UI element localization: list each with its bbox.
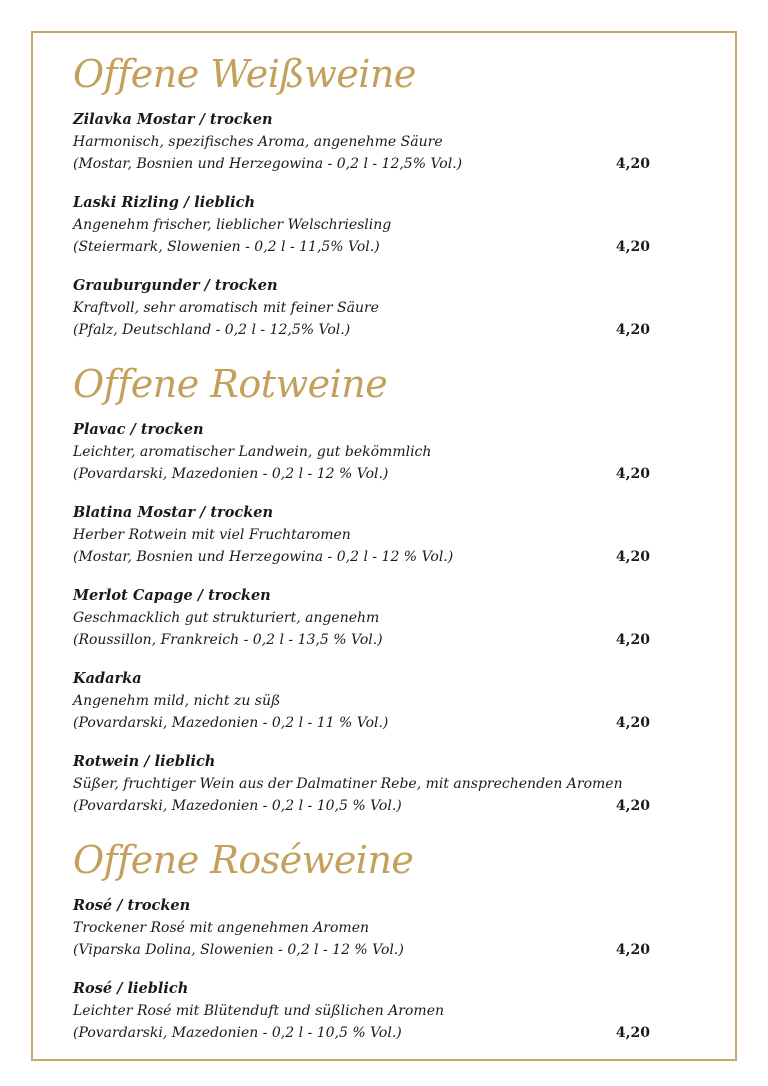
wine-description: Angenehm mild, nicht zu süß bbox=[73, 693, 281, 709]
wine-origin: (Pfalz, Deutschland - 0,2 l - 12,5% Vol.) bbox=[73, 322, 351, 338]
wine-price: 4,20 bbox=[615, 549, 650, 565]
wine-description: Trockener Rosé mit angenehmen Aromen bbox=[73, 920, 369, 936]
wine-item bbox=[73, 751, 653, 817]
wine-name: Merlot Capage / trocken bbox=[73, 587, 271, 604]
wine-price: 4,20 bbox=[615, 632, 650, 648]
wine-origin: (Viparska Dolina, Slowenien - 0,2 l - 12 % Vol.) bbox=[73, 942, 404, 958]
wine-name: Grauburgunder / trocken bbox=[73, 277, 278, 294]
section-red-wines bbox=[73, 358, 653, 817]
wine-item bbox=[73, 895, 653, 961]
wine-origin: (Povardarski, Mazedonien - 0,2 l - 10,5 % Vol.) bbox=[73, 1025, 402, 1041]
wine-origin: (Roussillon, Frankreich - 0,2 l - 13,5 % Vol.) bbox=[73, 632, 383, 648]
wine-origin: (Steiermark, Slowenien - 0,2 l - 11,5% Vol.) bbox=[73, 239, 380, 255]
wine-price: 4,20 bbox=[615, 239, 650, 255]
wine-menu bbox=[73, 48, 653, 1061]
wine-name: Laski Rizling / lieblich bbox=[73, 194, 256, 211]
wine-price: 4,20 bbox=[615, 1025, 650, 1041]
wine-price: 4,20 bbox=[615, 798, 650, 814]
wine-description: Geschmacklich gut strukturiert, angenehm bbox=[73, 610, 380, 626]
wine-price: 4,20 bbox=[615, 322, 650, 338]
wine-name: Plavac / trocken bbox=[73, 421, 204, 438]
section-title: Offene Roséweine bbox=[73, 838, 414, 882]
wine-item bbox=[73, 419, 653, 485]
section-title: Offene Weißweine bbox=[73, 52, 416, 96]
wine-origin: (Mostar, Bosnien und Herzegowina - 0,2 l - 12,5% Vol.) bbox=[73, 156, 463, 172]
section-white-wines bbox=[73, 48, 653, 341]
wine-price: 4,20 bbox=[615, 156, 650, 172]
wine-description: Angenehm frischer, lieblicher Welschriesling bbox=[73, 217, 392, 233]
wine-item bbox=[73, 668, 653, 734]
wine-name: Rotwein / lieblich bbox=[73, 753, 216, 770]
wine-description: Herber Rotwein mit viel Fruchtaromen bbox=[73, 527, 351, 543]
wine-item bbox=[73, 978, 653, 1044]
wine-price: 4,20 bbox=[615, 715, 650, 731]
wine-description: Süßer, fruchtiger Wein aus der Dalmatiner Rebe, mit ansprechenden Aromen bbox=[73, 776, 623, 792]
wine-item bbox=[73, 585, 653, 651]
section-title: Offene Rotweine bbox=[73, 362, 388, 406]
wine-description: Kraftvoll, sehr aromatisch mit feiner Säure bbox=[73, 300, 379, 316]
section-rose-wines bbox=[73, 834, 653, 1044]
wine-origin: (Povardarski, Mazedonien - 0,2 l - 10,5 % Vol.) bbox=[73, 798, 402, 814]
wine-name: Blatina Mostar / trocken bbox=[73, 504, 274, 521]
wine-item bbox=[73, 192, 653, 258]
wine-origin: (Mostar, Bosnien und Herzegowina - 0,2 l - 12 % Vol.) bbox=[73, 549, 454, 565]
wine-price: 4,20 bbox=[615, 942, 650, 958]
wine-item bbox=[73, 275, 653, 341]
wine-name: Rosé / trocken bbox=[73, 897, 191, 914]
wine-origin: (Povardarski, Mazedonien - 0,2 l - 11 % Vol.) bbox=[73, 715, 389, 731]
wine-item bbox=[73, 109, 653, 175]
wine-description: Leichter Rosé mit Blütenduft und süßlichen Aromen bbox=[73, 1003, 445, 1019]
wine-description: Leichter, aromatischer Landwein, gut bekömmlich bbox=[73, 444, 432, 460]
wine-name: Kadarka bbox=[73, 670, 142, 687]
wine-name: Rosé / lieblich bbox=[73, 980, 189, 997]
wine-origin: (Povardarski, Mazedonien - 0,2 l - 12 % Vol.) bbox=[73, 466, 389, 482]
wine-price: 4,20 bbox=[615, 466, 650, 482]
wine-name: Zilavka Mostar / trocken bbox=[73, 111, 273, 128]
wine-item bbox=[73, 502, 653, 568]
wine-description: Harmonisch, spezifisches Aroma, angenehme Säure bbox=[73, 134, 443, 150]
